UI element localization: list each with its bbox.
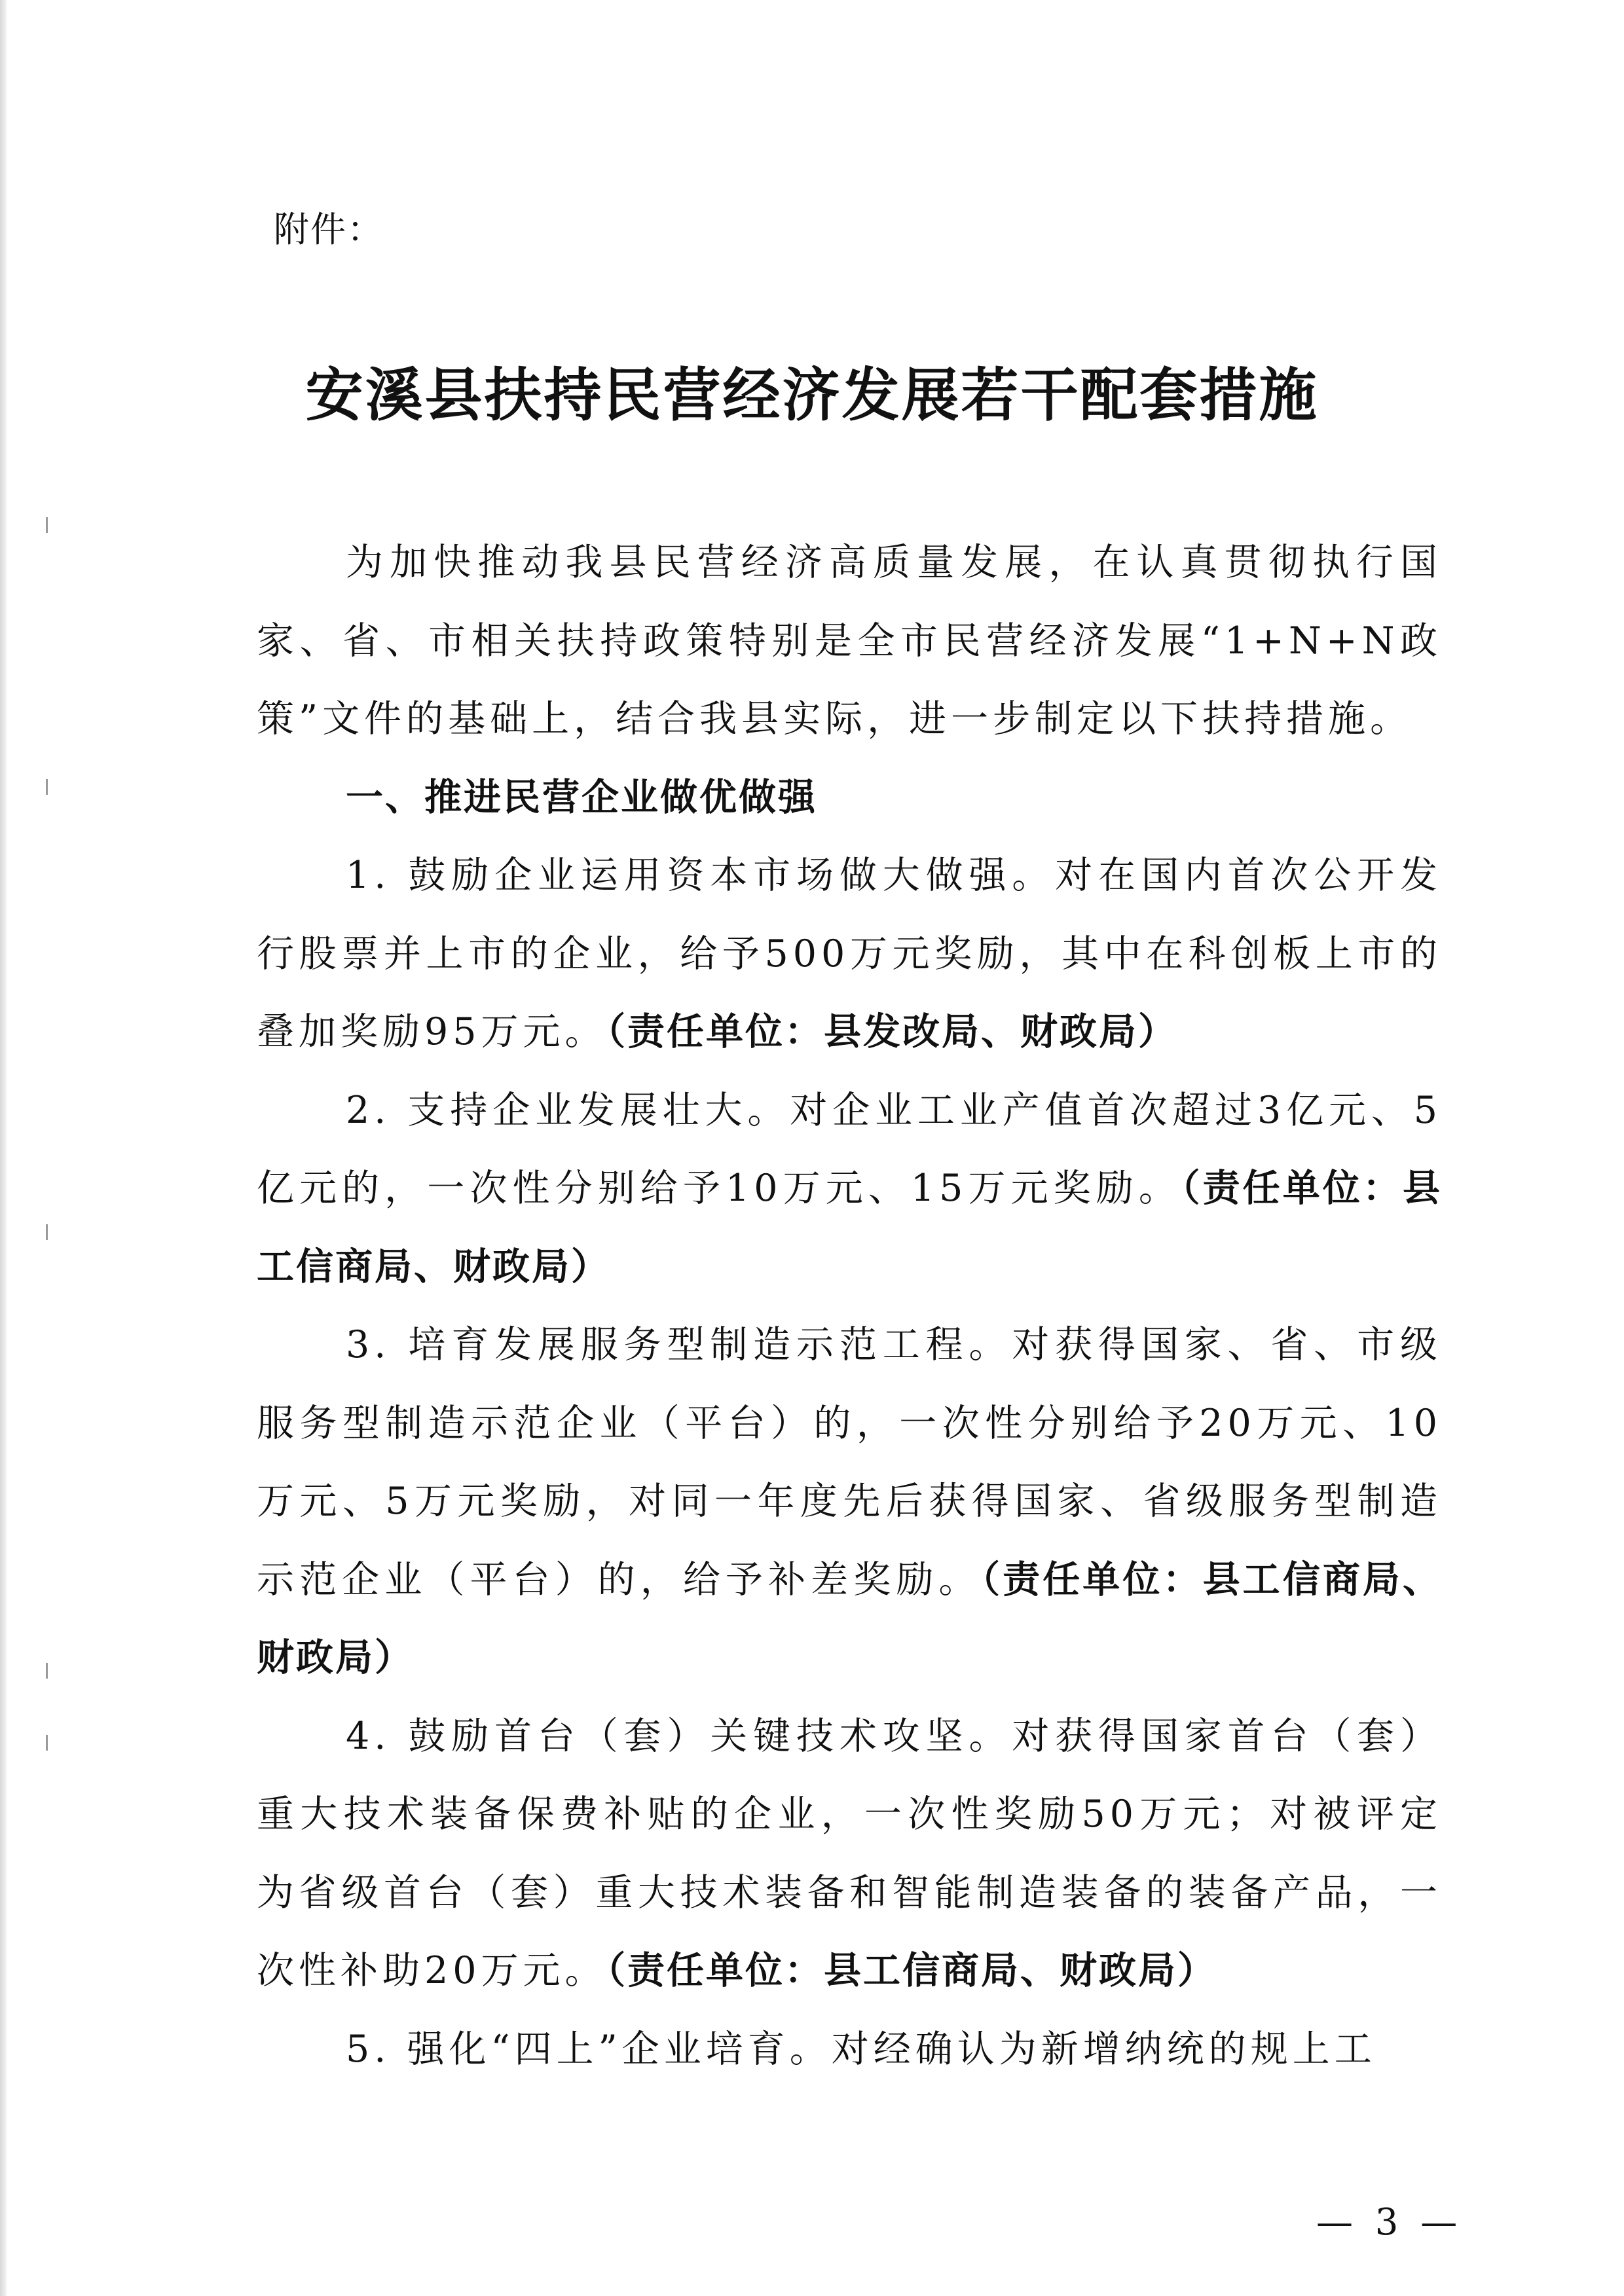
measure-text: 2. 支持企业发展壮大。对企业工业产值首次超过3亿元、5亿元的，一次性分别给予10万元、15万元奖励。 bbox=[257, 1088, 1442, 1210]
section-heading: 一、推进民营企业做优做强 bbox=[346, 775, 817, 819]
binding-mark bbox=[46, 1735, 48, 1751]
responsibility-units: （责任单位：县工信商局、财政局） bbox=[606, 1949, 1217, 1992]
document-title: 安溪县扶持民营经济发展若干配套措施 bbox=[305, 361, 1319, 429]
binding-mark bbox=[46, 1224, 48, 1240]
intro-paragraph: 为加快推动我县民营经济高质量发展，在认真贯彻执行国家、省、市相关扶持政策特别是全市民营经济发展“1+N+N政策”文件的基础上，结合我县实际，进一步制定以下扶持措施。 bbox=[257, 541, 1442, 740]
page-edge-shadow bbox=[0, 0, 7, 2296]
binding-mark bbox=[46, 779, 48, 795]
attachment-label: 附件： bbox=[274, 209, 384, 250]
measure-text: 3. 培育发展服务型制造示范工程。对获得国家、省、市级服务型制造示范企业（平台）的，一次性分别给予20万元、10万元、5万元奖励，对同一年度先后获得国家、省级服务型制造示范企业（平台）的，给予补差奖励。 bbox=[257, 1323, 1442, 1601]
responsibility-units: （责任单位：县工信商局、财政局） bbox=[257, 1558, 1443, 1679]
measure-text: 5. 强化“四上”企业培育。对经确认为新增纳统的规上工 bbox=[346, 2027, 1376, 2071]
binding-mark bbox=[46, 517, 48, 533]
measure-item bbox=[257, 837, 1442, 1072]
responsibility-units: （责任单位：县工信商局、财政局） bbox=[257, 1167, 1443, 1288]
document-body bbox=[257, 524, 1442, 2088]
page-number: — 3 — bbox=[1316, 2201, 1463, 2244]
responsibility-units: （责任单位：县发改局、财政局） bbox=[606, 1010, 1178, 1053]
measure-item bbox=[257, 1306, 1442, 1698]
measure-item bbox=[257, 1072, 1442, 1307]
measure-item bbox=[257, 2011, 1442, 2089]
measure-text: 4. 鼓励首台（套）关键技术攻坚。对获得国家首台（套）重大技术装备保费补贴的企业，一次性奖励50万元；对被评定为省级首台（套）重大技术装备和智能制造装备的装备产品，一次性补助20万元。 bbox=[257, 1714, 1442, 1992]
measure-text: 1. 鼓励企业运用资本市场做大做强。对在国内首次公开发行股票并上市的企业，给予500万元奖励，其中在科创板上市的叠加奖励95万元。 bbox=[257, 854, 1442, 1053]
measure-item bbox=[257, 1698, 1442, 2011]
binding-mark bbox=[46, 1663, 48, 1679]
